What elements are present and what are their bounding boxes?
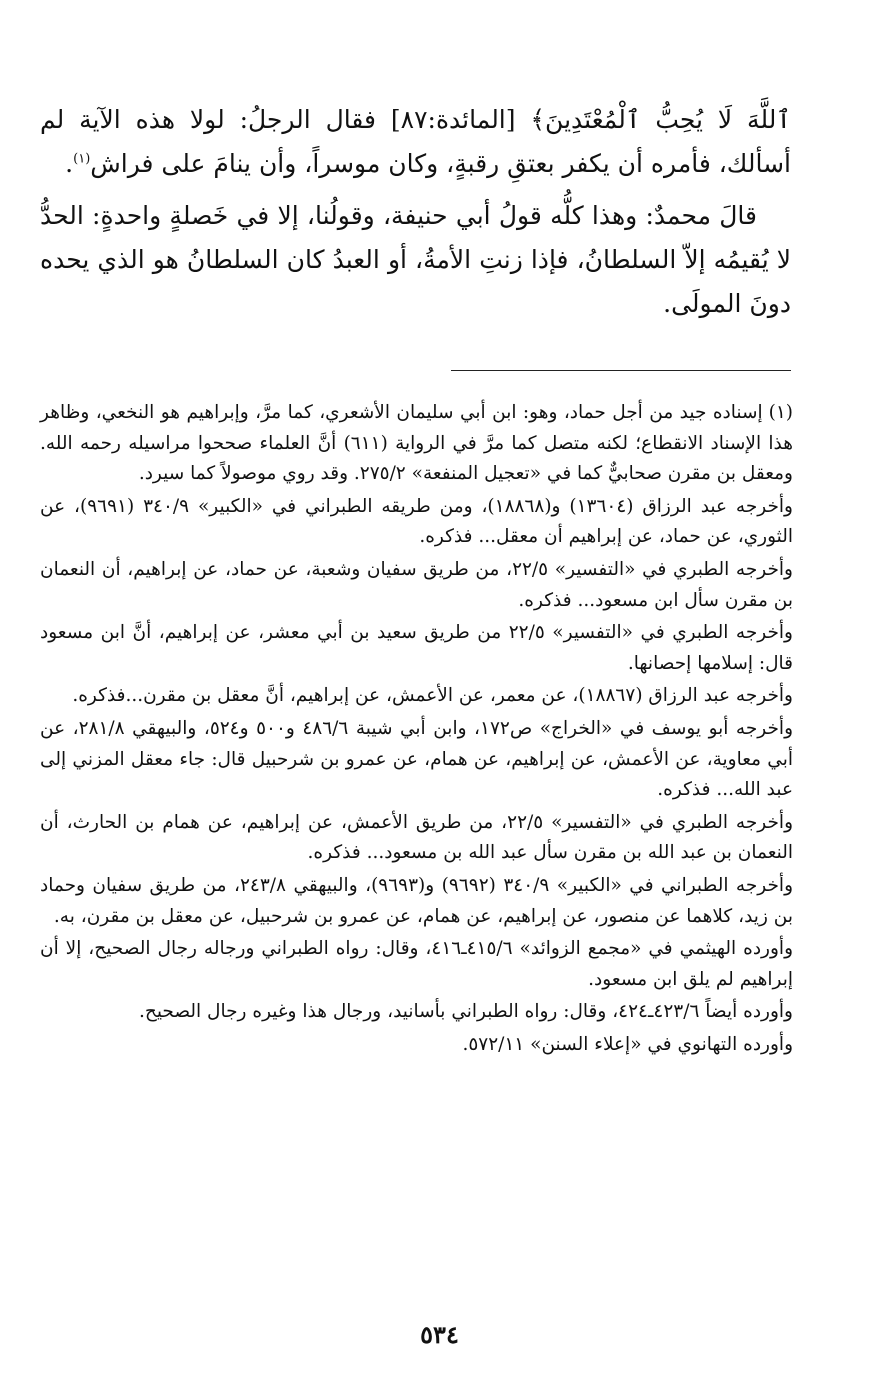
footnote-item: وأخرجه عبد الرزاق (١٨٨٦٧)، عن معمر، عن الأعمش، عن إبراهيم، أنَّ معقل بن مقرن...فذكره. — [72, 685, 793, 707]
footnote-item: وأورده التهانوي في «إعلاء السنن» ٥٧٢/١١. — [462, 1033, 793, 1055]
footnote-text: إسناده جيد من أجل حماد، وهو: ابن أبي سليمان الأشعري، كما مرَّ، وإبراهيم هو النخعي، وظاهر هذا الإسناد الانقطاع؛ لكنه متصل كما مرَّ في الرواية (٦١١) أنَّ العلماء صححوا مراسيله رحمه الله. ومعقل بن مقرن صحابيٌّ كما في «تعجيل المنفعة» ٢٧٥/٢. وقد روي موصولاً كما سيرد. — [40, 402, 793, 485]
footnote-item: وأخرجه الطبري في «التفسير» ٢٢/٥، من طريق سفيان وشعبة، عن حماد، عن إبراهيم، أن النعمان بن مقرن سأل ابن مسعود... فذكره. — [40, 558, 793, 611]
footnote-item: وأخرجه الطبري في «التفسير» ٢٢/٥، من طريق الأعمش، عن إبراهيم، عن همام بن الحارث، أن النعمان بن عبد الله بن مقرن سأل عبد الله بن مسعود... فذكره. — [40, 811, 793, 864]
main-paragraph-end: . — [65, 149, 74, 178]
footnote-item: وأخرجه عبد الرزاق (١٣٦٠٤) و(١٨٨٦٨)، ومن طريقه الطبراني في «الكبير» ٣٤٠/٩ (٩٦٩١)، عن الثوري، عن حماد، عن إبراهيم أن معقل... فذكره. — [40, 495, 793, 548]
main-text — [40, 98, 791, 334]
footnote-item: وأخرجه الطبراني في «الكبير» ٣٤٠/٩ (٩٦٩٢) و(٩٦٩٣)، والبيهقي ٢٤٣/٨، من طريق سفيان وحماد بن زيد، كلاهما عن منصور، عن إبراهيم، عن همام، عن عمرو بن شرحبيل، عن معقل بن مقرن، به. — [40, 874, 794, 927]
footnote-separator — [451, 370, 791, 371]
main-paragraph: قالَ محمدٌ: وهذا كلُّه قولُ أبي حنيفة، وقولُنا، إلا في خَصلةٍ واحدةٍ: الحدُّ لا يُقيمُه إلاّ السلطانُ، فإذا زنتِ الأمةُ، أو العبدُ كان السلطانُ هو الذي يحده دونَ المولَى. — [40, 201, 791, 318]
footnote-item: وأخرجه الطبري في «التفسير» ٢٢/٥ من طريق سعيد بن أبي معشر، عن إبراهيم، أنَّ ابن مسعود قال: إسلامها إحصانها. — [40, 622, 793, 674]
footnote-number: (١) — [768, 402, 793, 423]
footnote-item: وأورده الهيثمي في «مجمع الزوائد» ٤١٥/٦ـ٤١٦، وقال: رواه الطبراني ورجاله رجال الصحيح، إلا أن إبراهيم لم يلق ابن مسعود. — [40, 938, 793, 990]
footnotes — [40, 398, 793, 1062]
footnote-item: وأورده أيضاً ٤٢٣/٦ـ٤٢٤، وقال: رواه الطبراني بأسانيد، ورجال هذا وغيره رجال الصحيح. — [139, 1001, 793, 1023]
footnote-item — [40, 398, 793, 490]
page-number: ٥٣٤ — [420, 1320, 459, 1349]
main-paragraph-text: ٱللَّهَ لَا يُحِبُّ ٱلْمُعْتَدِينَ﴾ [المائدة:٨٧] فقال الرجلُ: لولا هذه الآية لم أسألك، فأمره أن يكفر بعتقِ رقبةٍ، وكان موسراً، وأن ينامَ على فراش — [40, 105, 791, 178]
footnote-reference[interactable]: (١) — [73, 151, 91, 167]
footnote-item: وأخرجه أبو يوسف في «الخراج» ص١٧٢، وابن أبي شيبة ٤٨٦/٦ و٥٠٠ و٥٢٤، والبيهقي ٢٨١/٨، عن أبي معاوية، عن الأعمش، عن إبراهيم، عن همام، عن عمرو بن شرحبيل قال: جاء معقل المزني إلى عبد الله... فذكره. — [40, 717, 794, 801]
main-paragraph — [40, 98, 791, 186]
